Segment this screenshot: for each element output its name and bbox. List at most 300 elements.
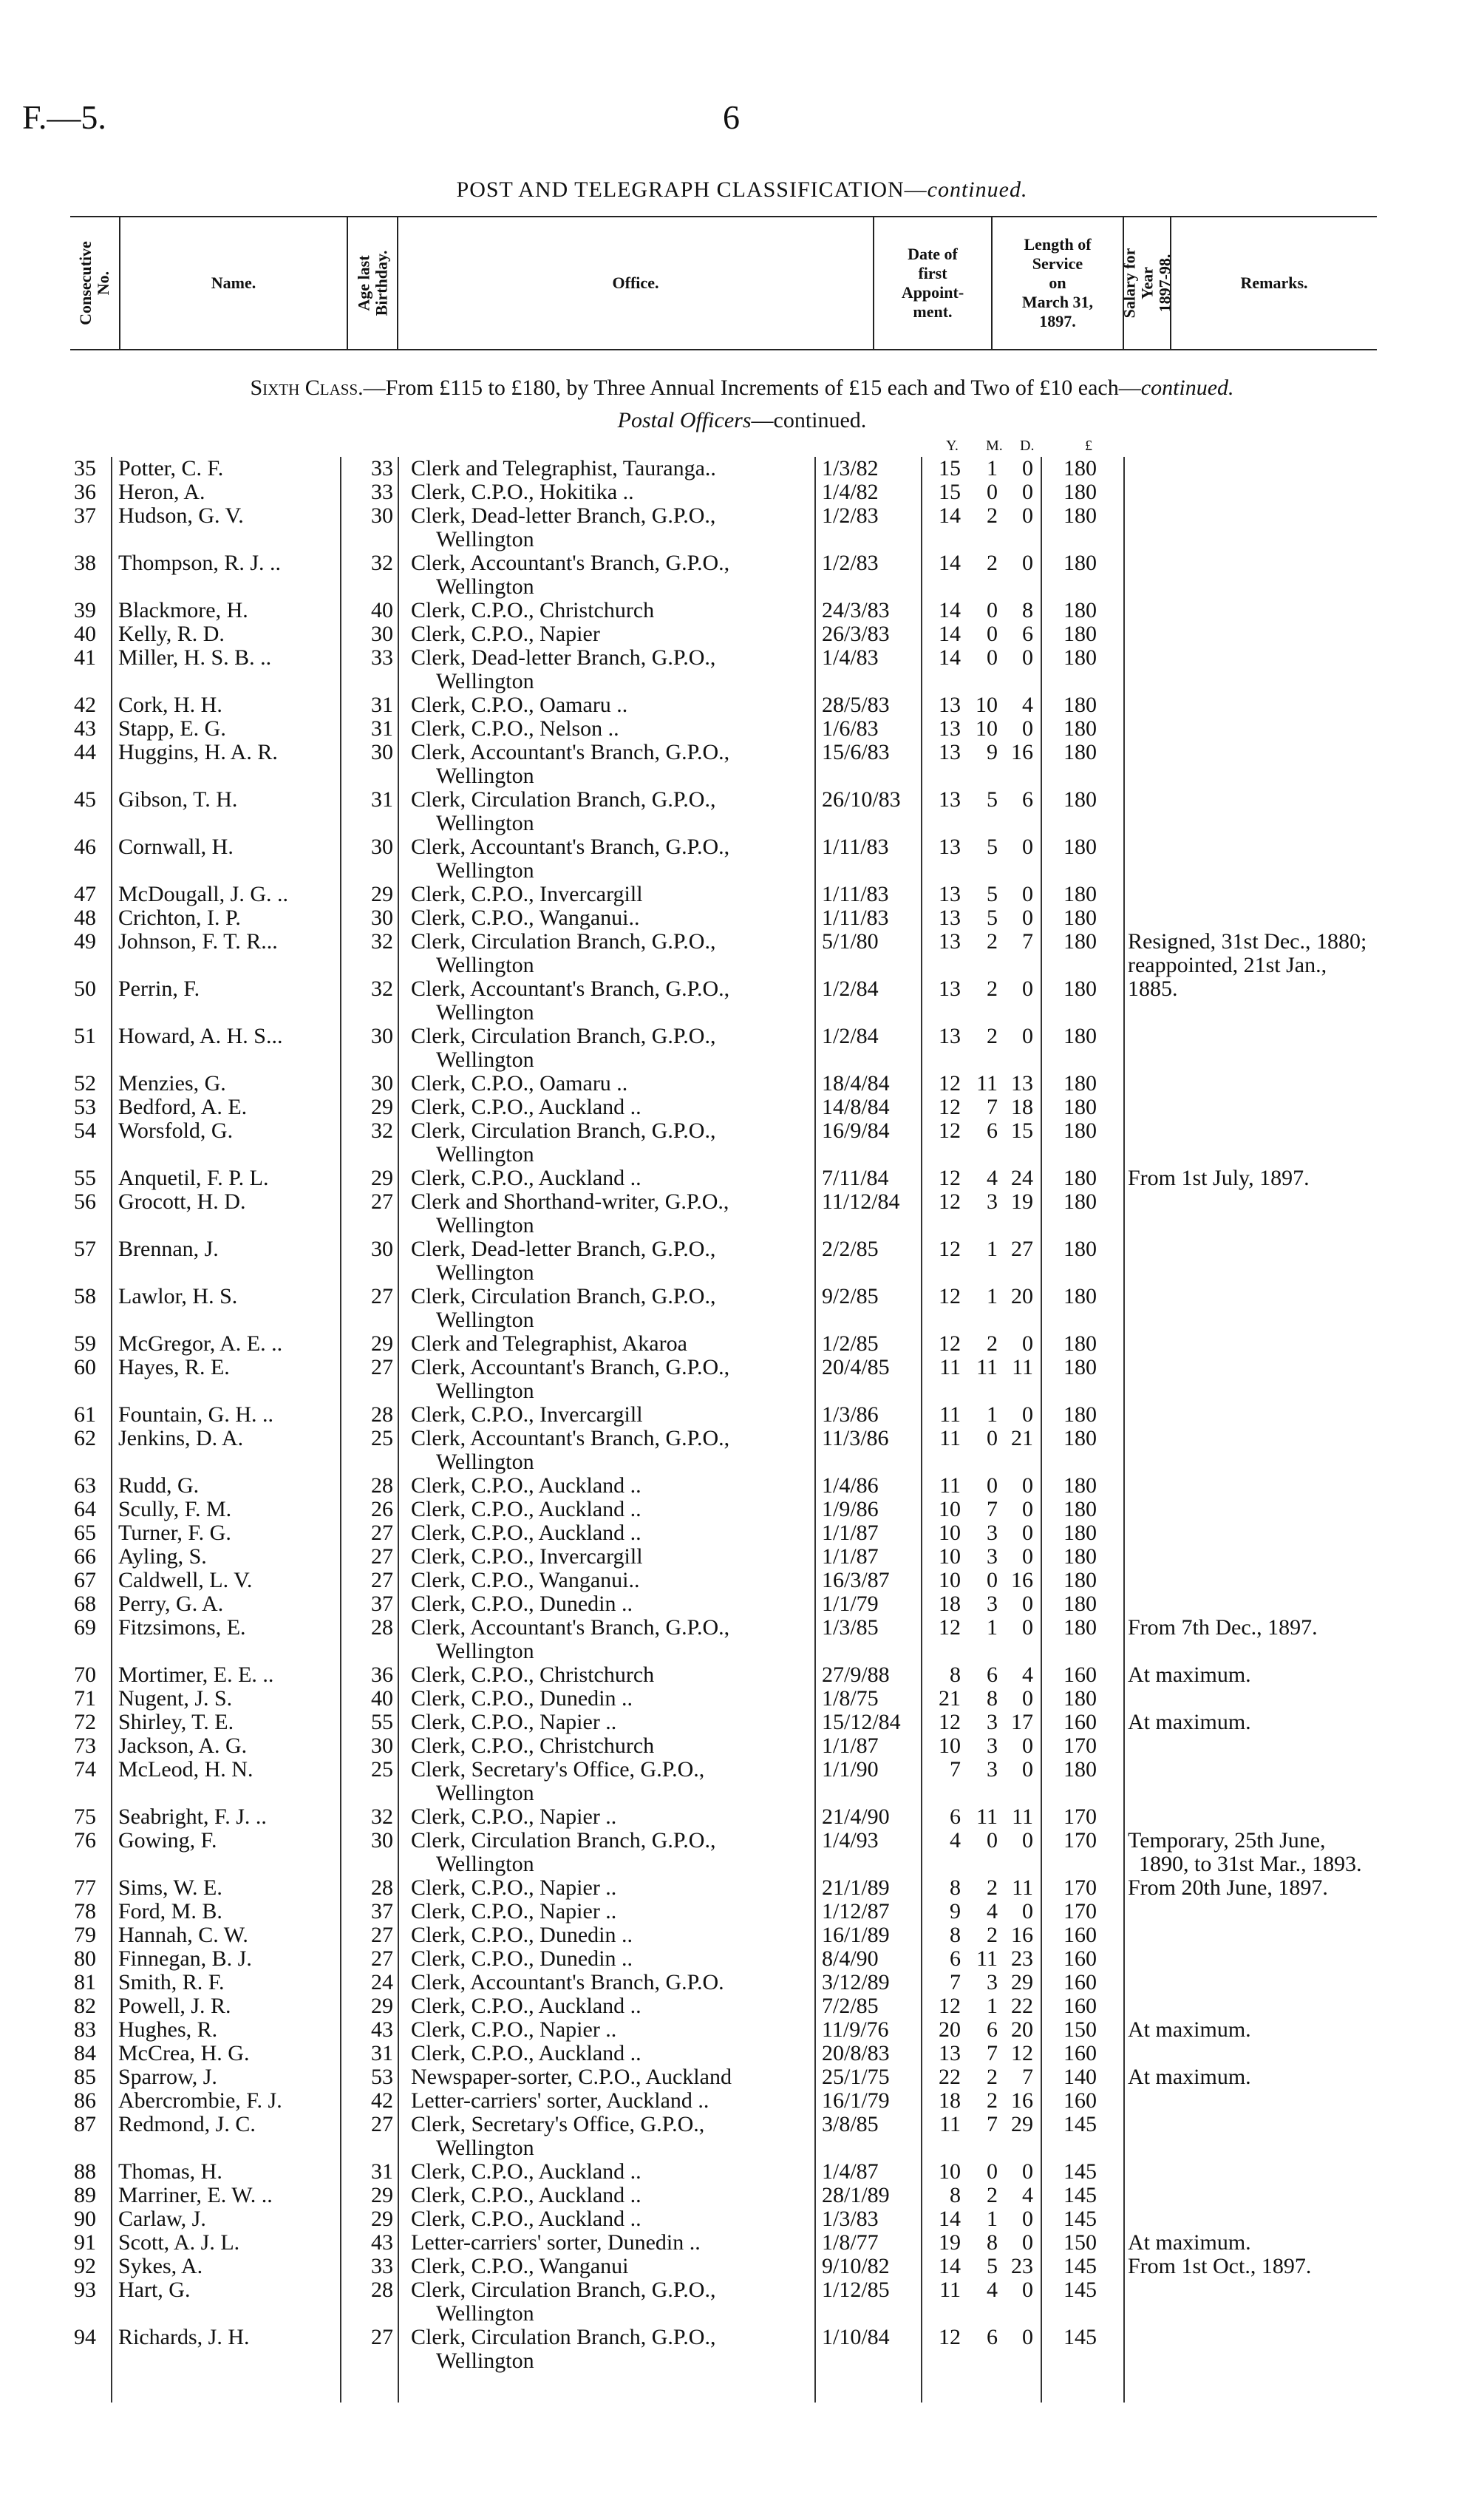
sub-heading-italic: Postal Officers — [617, 408, 752, 432]
row-office-line: Wellington — [436, 1379, 534, 1403]
row-age: 33 — [371, 456, 393, 481]
table-row — [0, 1971, 1484, 1994]
table-row — [0, 788, 1484, 835]
table-row — [0, 2207, 1484, 2231]
row-appointment-date: 1/12/85 — [822, 2278, 890, 2302]
row-salary: 180 — [1063, 480, 1097, 504]
table-row — [0, 2255, 1484, 2278]
row-service-years: 9 — [950, 1899, 961, 1923]
row-service-years: 14 — [939, 645, 961, 670]
class-heading-suffix: continued. — [1140, 376, 1234, 400]
row-age: 29 — [371, 1166, 393, 1190]
row-service-months: 11 — [976, 1804, 998, 1829]
row-office-line: Wellington — [436, 858, 534, 883]
row-service-years: 12 — [939, 1331, 961, 1356]
row-number: 89 — [74, 2183, 96, 2207]
row-office-line: Wellington — [436, 1450, 534, 1474]
row-office — [411, 2207, 641, 2231]
row-office — [411, 481, 634, 504]
row-office-line: Wellington — [436, 764, 534, 788]
row-age: 30 — [371, 503, 393, 528]
table-row — [0, 1498, 1484, 1521]
row-service-days: 0 — [1022, 503, 1033, 528]
row-service-days: 0 — [1022, 1024, 1033, 1048]
row-service-months: 11 — [976, 1355, 998, 1379]
row-name: Howard, A. H. S... — [118, 1024, 283, 1048]
row-office — [411, 1521, 641, 1545]
row-service-years: 11 — [939, 1355, 961, 1379]
row-service-years: 21 — [939, 1686, 961, 1711]
table-row — [0, 1876, 1484, 1900]
row-service-days: 0 — [1022, 1757, 1033, 1782]
row-number: 36 — [74, 480, 96, 504]
row-service-years: 12 — [939, 2325, 961, 2349]
row-office — [411, 2089, 709, 2113]
row-office — [411, 2018, 616, 2042]
row-salary: 180 — [1063, 1402, 1097, 1427]
row-number: 85 — [74, 2065, 96, 2089]
row-service-months: 2 — [987, 1923, 998, 1947]
row-name: Hart, G. — [118, 2278, 191, 2302]
row-salary: 145 — [1063, 2159, 1097, 2184]
row-appointment-date: 1/3/82 — [822, 456, 879, 481]
row-service-days: 0 — [1022, 1615, 1033, 1640]
row-service-days: 0 — [1022, 456, 1033, 481]
row-name: Johnson, F. T. R... — [118, 929, 278, 954]
row-remarks: Resigned, 31st Dec., 1880; reappointed, 21st Jan., 1885. — [1128, 929, 1367, 1001]
row-service-months: 2 — [987, 551, 998, 575]
row-service-years: 13 — [939, 693, 961, 717]
row-office — [411, 646, 715, 693]
row-remarks: At maximum. — [1128, 2017, 1251, 2042]
row-service-years: 8 — [950, 1875, 961, 1900]
row-salary: 180 — [1063, 1355, 1097, 1379]
row-service-years: 14 — [939, 622, 961, 646]
row-service-months: 9 — [987, 740, 998, 764]
row-number: 40 — [74, 622, 96, 646]
table-row — [0, 693, 1484, 717]
row-name: Cornwall, H. — [118, 835, 234, 859]
row-office-line: Clerk, Accountant's Branch, G.P.O., — [411, 551, 730, 575]
row-service-months: 3 — [987, 1970, 998, 1994]
row-salary: 160 — [1063, 1946, 1097, 1971]
row-service-months: 1 — [987, 1402, 998, 1427]
row-office — [411, 551, 729, 599]
row-service-years: 12 — [939, 1615, 961, 1640]
row-service-months: 0 — [987, 1426, 998, 1450]
row-salary: 180 — [1063, 1095, 1097, 1119]
row-salary: 180 — [1063, 716, 1097, 741]
row-salary: 145 — [1063, 2325, 1097, 2349]
row-service-days: 0 — [1022, 1686, 1033, 1711]
title-continued: continued. — [927, 177, 1028, 202]
row-salary: 180 — [1063, 1568, 1097, 1592]
row-office-line: Clerk, C.P.O., Napier .. — [411, 1804, 617, 1829]
row-age: 27 — [371, 2112, 393, 2136]
row-age: 32 — [371, 1118, 393, 1143]
row-number: 59 — [74, 1331, 96, 1356]
row-age: 32 — [371, 551, 393, 575]
row-service-days: 0 — [1022, 2278, 1033, 2302]
row-office — [411, 2326, 715, 2373]
row-number: 62 — [74, 1426, 96, 1450]
row-office-line: Clerk, Circulation Branch, G.P.O., — [411, 1828, 716, 1853]
row-service-years: 18 — [939, 2088, 961, 2113]
row-name: Smith, R. F. — [118, 1970, 225, 1994]
row-name: Hudson, G. V. — [118, 503, 244, 528]
row-name: Gowing, F. — [118, 1828, 217, 1853]
row-service-days: 0 — [1022, 2325, 1033, 2349]
row-service-months: 0 — [987, 598, 998, 622]
table-row — [0, 1592, 1484, 1616]
row-age: 37 — [371, 1899, 393, 1923]
row-name: McGregor, A. E. .. — [118, 1331, 283, 1356]
row-appointment-date: 1/4/86 — [822, 1473, 879, 1498]
row-number: 66 — [74, 1544, 96, 1569]
row-office — [411, 741, 729, 788]
table-row — [0, 2042, 1484, 2065]
row-number: 94 — [74, 2325, 96, 2349]
row-name: Worsfold, G. — [118, 1118, 234, 1143]
row-service-years: 22 — [939, 2065, 961, 2089]
sub-heading-text: —continued. — [751, 408, 867, 432]
table-row — [0, 1119, 1484, 1167]
row-salary: 145 — [1063, 2183, 1097, 2207]
row-age: 33 — [371, 480, 393, 504]
row-name: Ford, M. B. — [118, 1899, 222, 1923]
row-salary: 180 — [1063, 1544, 1097, 1569]
row-office-line: Clerk, Secretary's Office, G.P.O., — [411, 1757, 705, 1782]
row-age: 28 — [371, 1473, 393, 1498]
row-appointment-date: 21/1/89 — [822, 1875, 890, 1900]
row-number: 47 — [74, 882, 96, 906]
row-office — [411, 2160, 641, 2184]
row-office — [411, 1356, 729, 1403]
row-appointment-date: 1/4/83 — [822, 645, 879, 670]
row-appointment-date: 11/12/84 — [822, 1189, 900, 1214]
row-name: Kelly, R. D. — [118, 622, 225, 646]
row-office — [411, 906, 640, 930]
row-name: Crichton, I. P. — [118, 906, 241, 930]
table-row — [0, 2278, 1484, 2326]
table-row — [0, 1427, 1484, 1474]
row-number: 77 — [74, 1875, 96, 1900]
row-office — [411, 1711, 616, 1734]
row-service-months: 4 — [987, 1899, 998, 1923]
row-number: 41 — [74, 645, 96, 670]
row-age: 26 — [371, 1497, 393, 1521]
table-row — [0, 1569, 1484, 1592]
row-number: 52 — [74, 1071, 96, 1096]
row-number: 80 — [74, 1946, 96, 1971]
row-age: 30 — [371, 740, 393, 764]
header-remarks: Remarks. — [1170, 217, 1377, 349]
row-appointment-date: 1/12/87 — [822, 1899, 890, 1923]
row-name: Richards, J. H. — [118, 2325, 250, 2349]
row-appointment-date: 1/2/84 — [822, 1024, 879, 1048]
row-salary: 180 — [1063, 503, 1097, 528]
row-appointment-date: 1/4/82 — [822, 480, 879, 504]
table-row — [0, 1167, 1484, 1190]
table-row — [0, 622, 1484, 646]
row-service-days: 13 — [1011, 1071, 1033, 1096]
row-office — [411, 1072, 627, 1096]
row-office-line: Clerk, C.P.O., Wanganui — [411, 2254, 629, 2278]
row-name: Gibson, T. H. — [118, 787, 238, 812]
row-age: 43 — [371, 2230, 393, 2255]
row-salary: 180 — [1063, 456, 1097, 481]
row-age: 36 — [371, 1663, 393, 1687]
row-office-line: Clerk, C.P.O., Christchurch — [411, 1734, 655, 1758]
row-salary: 170 — [1063, 1899, 1097, 1923]
row-office-line: Clerk, Dead-letter Branch, G.P.O., — [411, 503, 716, 528]
row-salary: 180 — [1063, 835, 1097, 859]
row-salary: 180 — [1063, 1592, 1097, 1616]
row-service-years: 13 — [939, 716, 961, 741]
row-salary: 180 — [1063, 740, 1097, 764]
row-office — [411, 1805, 616, 1829]
row-office — [411, 1403, 643, 1427]
row-salary: 180 — [1063, 598, 1097, 622]
row-office-line: Clerk, Circulation Branch, G.P.O., — [411, 787, 716, 812]
row-appointment-date: 9/2/85 — [822, 1284, 879, 1308]
table-row — [0, 2231, 1484, 2255]
row-remarks: At maximum. — [1128, 2065, 1251, 2089]
row-office-line: Clerk, Accountant's Branch, G.P.O., — [411, 1615, 730, 1640]
row-appointment-date: 21/4/90 — [822, 1804, 890, 1829]
row-age: 33 — [371, 645, 393, 670]
row-number: 78 — [74, 1899, 96, 1923]
table-row — [0, 835, 1484, 883]
row-age: 29 — [371, 1331, 393, 1356]
row-service-years: 12 — [939, 1071, 961, 1096]
row-office — [411, 788, 715, 835]
row-number: 45 — [74, 787, 96, 812]
row-office-line: Clerk, Accountant's Branch, G.P.O., — [411, 1355, 730, 1379]
row-appointment-date: 1/8/77 — [822, 2230, 879, 2255]
row-service-months: 10 — [976, 693, 998, 717]
row-service-years: 12 — [939, 1095, 961, 1119]
row-age: 29 — [371, 1994, 393, 2018]
row-age: 27 — [371, 1521, 393, 1545]
row-appointment-date: 1/11/83 — [822, 906, 889, 930]
row-service-years: 6 — [950, 1946, 961, 1971]
row-service-years: 20 — [939, 2017, 961, 2042]
row-office-line: Clerk, Circulation Branch, G.P.O., — [411, 1024, 716, 1048]
header-name: Name. — [119, 217, 347, 349]
row-number: 35 — [74, 456, 96, 481]
row-office-line: Clerk, C.P.O., Napier .. — [411, 1710, 617, 1734]
row-service-years: 15 — [939, 456, 961, 481]
row-office — [411, 1190, 729, 1237]
unit-years: Y. — [946, 438, 959, 454]
row-office — [411, 1545, 643, 1569]
row-appointment-date: 18/4/84 — [822, 1071, 890, 1096]
row-service-years: 10 — [939, 1497, 961, 1521]
row-service-days: 0 — [1022, 1544, 1033, 1569]
row-service-months: 1 — [987, 1284, 998, 1308]
row-service-months: 0 — [987, 1568, 998, 1592]
row-remarks: From 7th Dec., 1897. — [1128, 1615, 1318, 1640]
row-appointment-date: 1/11/83 — [822, 882, 889, 906]
row-name: Powell, J. R. — [118, 1994, 231, 2018]
row-appointment-date: 1/4/93 — [822, 1828, 879, 1853]
row-office — [411, 1663, 654, 1687]
table-row — [0, 2160, 1484, 2184]
row-age: 33 — [371, 2254, 393, 2278]
row-service-months: 1 — [987, 1994, 998, 2018]
row-service-years: 12 — [939, 1994, 961, 2018]
row-office-line: Clerk, C.P.O., Napier .. — [411, 1899, 617, 1923]
table-row — [0, 1663, 1484, 1687]
row-service-days: 17 — [1011, 1710, 1033, 1734]
row-office — [411, 599, 654, 622]
row-office-line: Clerk, C.P.O., Napier .. — [411, 1875, 617, 1900]
row-office-line: Clerk, C.P.O., Wanganui.. — [411, 1568, 640, 1592]
row-service-years: 13 — [939, 835, 961, 859]
row-age: 30 — [371, 1734, 393, 1758]
row-number: 56 — [74, 1189, 96, 1214]
row-service-days: 18 — [1011, 1095, 1033, 1119]
table-row — [0, 2326, 1484, 2373]
row-number: 58 — [74, 1284, 96, 1308]
sub-heading — [0, 408, 1484, 433]
row-salary: 180 — [1063, 906, 1097, 930]
row-age: 27 — [371, 1544, 393, 1569]
row-office-line: Clerk, Accountant's Branch, G.P.O., — [411, 740, 730, 764]
row-appointment-date: 25/1/75 — [822, 2065, 890, 2089]
row-office-line: Clerk, C.P.O., Auckland .. — [411, 1994, 641, 2018]
table-row — [0, 1474, 1484, 1498]
row-office — [411, 1025, 715, 1072]
row-number: 68 — [74, 1592, 96, 1616]
row-office-line: Clerk and Telegraphist, Tauranga.. — [411, 456, 716, 481]
row-name: Jenkins, D. A. — [118, 1426, 244, 1450]
row-age: 37 — [371, 1592, 393, 1616]
row-service-months: 11 — [976, 1071, 998, 1096]
row-service-days: 0 — [1022, 1899, 1033, 1923]
row-office — [411, 457, 716, 481]
row-office — [411, 1687, 633, 1711]
row-age: 30 — [371, 906, 393, 930]
table-row — [0, 1947, 1484, 1971]
row-service-years: 11 — [939, 2278, 961, 2302]
row-salary: 140 — [1063, 2065, 1097, 2089]
row-appointment-date: 1/1/79 — [822, 1592, 879, 1616]
row-service-years: 8 — [950, 1923, 961, 1947]
row-service-days: 0 — [1022, 716, 1033, 741]
row-service-years: 13 — [939, 977, 961, 1001]
row-office — [411, 1923, 633, 1947]
table-row — [0, 1734, 1484, 1758]
row-appointment-date: 7/11/84 — [822, 1166, 889, 1190]
row-office-line: Wellington — [436, 953, 534, 977]
row-service-years: 12 — [939, 1166, 961, 1190]
row-service-months: 0 — [987, 2159, 998, 2184]
row-name: Nugent, J. S. — [118, 1686, 233, 1711]
row-service-days: 0 — [1022, 1473, 1033, 1498]
row-number: 64 — [74, 1497, 96, 1521]
row-name: Redmond, J. C. — [118, 2112, 256, 2136]
row-appointment-date: 1/4/87 — [822, 2159, 879, 2184]
row-salary: 160 — [1063, 1970, 1097, 1994]
unit-days: D. — [1020, 438, 1035, 454]
row-service-months: 0 — [987, 1473, 998, 1498]
row-number: 82 — [74, 1994, 96, 2018]
row-salary: 180 — [1063, 1473, 1097, 1498]
row-service-months: 7 — [987, 1497, 998, 1521]
row-appointment-date: 28/1/89 — [822, 2183, 890, 2207]
row-age: 30 — [371, 1237, 393, 1261]
row-age: 29 — [371, 1095, 393, 1119]
row-office — [411, 2113, 704, 2160]
row-age: 27 — [371, 2325, 393, 2349]
row-appointment-date: 16/9/84 — [822, 1118, 890, 1143]
row-number: 50 — [74, 977, 96, 1001]
row-office-line: Clerk, C.P.O., Nelson .. — [411, 716, 619, 741]
row-service-years: 11 — [939, 1473, 961, 1498]
row-service-years: 7 — [950, 1970, 961, 1994]
row-age: 32 — [371, 929, 393, 954]
row-service-years: 10 — [939, 1521, 961, 1545]
row-name: Caldwell, L. V. — [118, 1568, 253, 1592]
row-office-line: Wellington — [436, 1781, 534, 1805]
row-office-line: Clerk, C.P.O., Dunedin .. — [411, 1592, 633, 1616]
row-office — [411, 1498, 641, 1521]
row-service-days: 0 — [1022, 1734, 1033, 1758]
row-salary: 160 — [1063, 2041, 1097, 2065]
row-remarks: From 1st July, 1897. — [1128, 1166, 1310, 1190]
row-office-line: Clerk, C.P.O., Napier .. — [411, 2017, 617, 2042]
row-office-line: Clerk, Accountant's Branch, G.P.O. — [411, 1970, 724, 1994]
row-office-line: Clerk, C.P.O., Auckland .. — [411, 2159, 641, 2184]
row-name: Mortimer, E. E. .. — [118, 1663, 274, 1687]
row-service-months: 2 — [987, 977, 998, 1001]
row-salary: 180 — [1063, 1284, 1097, 1308]
row-appointment-date: 16/1/79 — [822, 2088, 890, 2113]
table-row — [0, 599, 1484, 622]
row-service-years: 13 — [939, 1024, 961, 1048]
row-age: 42 — [371, 2088, 393, 2113]
table-row — [0, 646, 1484, 693]
table-row — [0, 883, 1484, 906]
row-service-months: 1 — [987, 1615, 998, 1640]
row-number: 57 — [74, 1237, 96, 1261]
row-number: 69 — [74, 1615, 96, 1640]
row-service-months: 4 — [987, 1166, 998, 1190]
row-service-days: 0 — [1022, 1828, 1033, 1853]
row-service-years: 12 — [939, 1189, 961, 1214]
row-number: 38 — [74, 551, 96, 575]
table-row — [0, 1758, 1484, 1805]
row-name: Miller, H. S. B. .. — [118, 645, 272, 670]
row-age: 29 — [371, 2207, 393, 2231]
row-service-years: 13 — [939, 906, 961, 930]
row-service-years: 10 — [939, 1734, 961, 1758]
row-age: 27 — [371, 1189, 393, 1214]
row-office — [411, 1427, 729, 1474]
row-age: 27 — [371, 1568, 393, 1592]
class-heading-prefix: Sixth Class. — [250, 376, 364, 400]
row-appointment-date: 1/10/84 — [822, 2325, 890, 2349]
row-appointment-date: 1/1/87 — [822, 1544, 879, 1569]
row-service-years: 4 — [950, 1828, 961, 1853]
row-appointment-date: 2/2/85 — [822, 1237, 879, 1261]
table-row — [0, 2065, 1484, 2089]
row-office-line: Wellington — [436, 669, 534, 693]
table-row — [0, 2018, 1484, 2042]
row-office — [411, 1829, 715, 1876]
